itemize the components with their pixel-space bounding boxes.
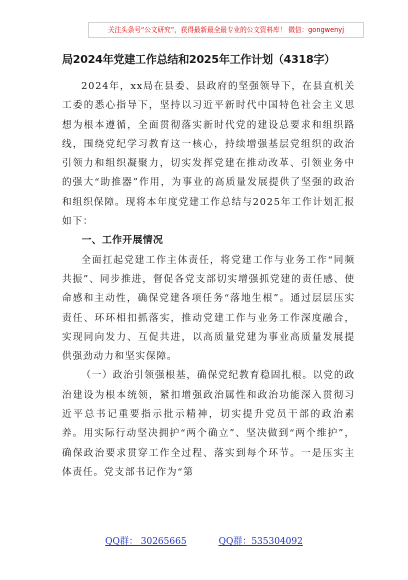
intro-paragraph: 2024年，xx局在县委、县政府的坚强领导下，在县直机关工委的悉心指导下，坚持以习近平新时代中国特色社会主义思想为根本遵循，全面贯彻落实新时代党的建设总要求和组织路线，围绕党纪学习教育这一核心，持续增强基层党组织的政治引领力和组织凝聚力，切实发挥党建在推动改革、引领业务中的强大“助推器”作用，为事业的高质量发展提供了坚强的政治和组织保障。现将本年度党建工作总结与2025年工作计划汇报如下：: [62, 81, 355, 228]
document-title: 局2024年党建工作总结和2025年工作计划（4318字）: [62, 53, 336, 66]
header-banner: 关注头条号“公文研究”，获得最新最全最专业的公文资料库！ 微信：gongwenyj: [88, 22, 364, 38]
body-paragraph: （一）政治引领强根基，确保党纪教育稳固扎根。以党的政治建设为根本统领，紧扣增强政治属性和政治功能深入贯彻习近平总书记重要指示批示精神，切实提升党员干部的政治素养。用实际行动坚决拥护“两个确立”、坚决做到“两个维护”，确保政治要求贯穿工作全过程、落实到每个环节。一是压实主体责任。党支部书记作为“第: [62, 370, 355, 478]
body-paragraph: 全面扛起党建工作主体责任，将党建工作与业务工作“同频共振”、同步推进，督促各党支部切实增强抓党建的责任感、使命感和主动性，确保党建各项任务“落地生根”。通过层层压实责任、环环相扣抓落实，推动党建工作与业务工作深度融合，实现同向发力、互促共进，以高质量党建为事业高质量发展提供强劲动力和坚实保障。: [62, 254, 355, 363]
footer-qq-group-2[interactable]: QQ群：535304092: [218, 537, 303, 547]
footer-contacts: [0, 534, 408, 550]
footer-qq-group-1[interactable]: QQ群： 30265665: [105, 537, 187, 547]
section-heading: 一、工作开展情况: [81, 235, 164, 247]
document-body: [62, 77, 355, 482]
